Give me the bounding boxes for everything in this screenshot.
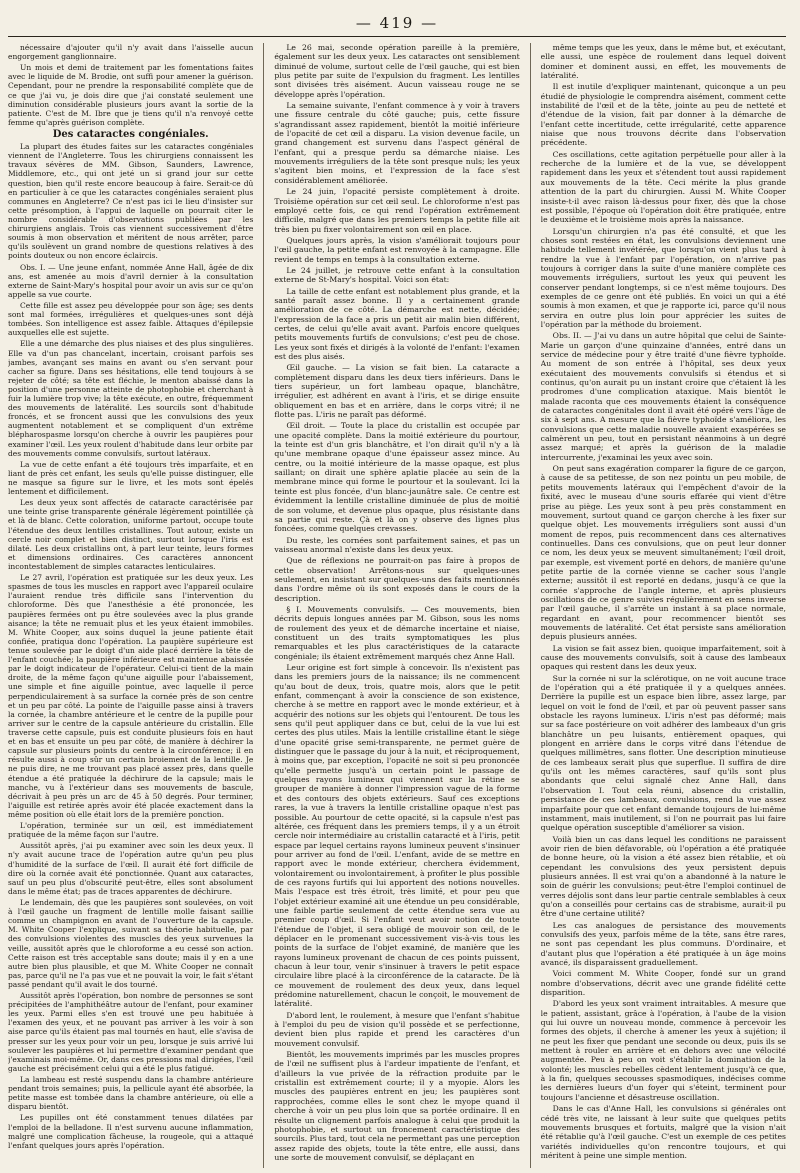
paragraph: Voilà bien un cas dans lequel les conditions ne paraissent avoir rien de bien défavorable, où l'opération a été pratiquée de bonne heure, où la vision a été assez bien rétablie, et où cependant les convulsions des yeux persistent depuis plusieurs années. Il est vrai qu'on a abandonné à la nature le soin de guérir les convulsions; peut-être l'emploi continuel de verres déjolis sont dans leur partie centrale semblables à ceux qu'on a conseillés pour certains cas de strabisme, aurait-il pu être d'une certaine utilité?: [540, 834, 786, 919]
paragraph: Bientôt, les mouvements imprimés par les muscles propres de l'œil ne suffisent plus à l'ardeur impatiente de l'enfant, et d'ailleurs la vue privée de la réfraction produite par le cristallin est extrêmement courte; il y a myopie. Alors les muscles des paupières entrent en jeu; les paupières sont rapprochées, comme elles le sont chez le myope quand il cherche à voir un peu plus loin que sa portée ordinaire. Il en résulte un clignement parfois analogue à celui que produit la photophobie, et surtout un froncement caractéristique des sourcils. Plus tard, tout cela ne permettant pas une perception assez rapide des objets, toute la tête entre, elle aussi, dans une sorte de mouvement convulsif, se déplaçant en: [274, 1050, 520, 1162]
paragraph: Aussitôt après l'opération, bon nombre de personnes se sont précipitées de l'amphithéâtre autour de l'enfant, pour examiner les yeux. Parmi elles s'en est trouvé une peu habituée à l'examen des yeux, et ne pouvant pas arriver à les voir à son aise parce qu'ils étaient pas mal tournés en haut, elle s'avisa de presser sur les yeux pour voir un peu, lorsque je suis arrivé lui soulever les paupières et lui permettre d'examiner pendant que j'examinais moi-même. Or, dans ces pressions mal dirigées, l'œil gauche est précisément celui qui a été le plus fatigué.: [8, 991, 254, 1073]
paragraph: Elle a une démarche des plus niaises et des plus singulières. Elle va d'un pas chancelant, incertain, croisant parfois ses jambes, avançant ses mains en avant ou s'en servant pour cacher sa figure. Dans ses hésitations, elle tend toujours à se rejeter de côté; sa tête est fléchie, le menton abaissé dans la position d'une personne atteinte de photophobie et cherchant à fuir la lumière trop vive; la tête exécute, en outre, fréquemment des mouvements de latéralité. Les sourcils sont d'habitude froncés, et se froncent aussi que les convulsions des yeux augmentent notablement et se compliquent d'un extrême blépharospasme lorsqu'on cherche à ouvrir les paupières pour examiner l'œil. Les yeux roulent d'habitude dans leur orbite par des mouvements comme convulsifs, surtout latéraux.: [8, 339, 254, 458]
column-middle: [274, 43, 519, 1168]
paragraph: L'opération, terminée sur un œil, est immédiatement pratiquée de la même façon sur l'autre.: [8, 821, 254, 840]
paragraph: Les deux yeux sont affectés de cataracte caractérisée par une teinte grise transparente générale légèrement pointillée çà et là de blanc. Cette coloration, uniforme partout, occupe toute l'étendue des deux lentilles cristallines. Tout autour, existe un cercle noir complet et bien distinct, surtout lorsque l'iris est dilaté. Les deux cristallins ont, à part leur teinte, leurs formes et dimensions ordinaires. Ces caractères annoncent incontestablement de simples cataractes lenticulaires.: [8, 498, 254, 572]
paragraph: Voici comment M. White Cooper, fondé sur un grand nombre d'observations, décrit avec une grande fidélité cette disparition.: [540, 969, 786, 998]
paragraph: § I. Mouvements convulsifs. — Ces mouvements, bien décrits depuis longues années par M. Gibson, sous les noms de roulement des yeux et de démarche incertaine et niaise, constituent un des traits symptomatiques les plus remarquables et les plus caractéristiques de la cataracte congéniale; ils étaient extrêmement marqués chez Anne Hall.: [274, 604, 520, 661]
paragraph: Aussitôt après, j'ai pu examiner avec soin les deux yeux. Il n'y avait aucune trace de l'opération autre qu'un peu plus d'humidité de la surface de l'œil. Il aurait été fort difficile de dire où la cornée avait été ponctionnée. Quant aux cataractes, sauf un peu plus d'obscurité peut-être, elles sont absolument dans le même état; pas de traces apparentes de déchirure.: [8, 841, 254, 896]
paragraph: La semaine suivante, l'enfant commence à y voir à travers une fissure centrale du côté gauche; puis, cette fissure s'agrandissant assez rapidement, bientôt la moitié inférieure de l'opacité de cet œil a disparu. La vision devenue facile, un grand changement est survenu dans l'aspect général de l'enfant, qui a presque perdu sa démarche niaise. Les mouvements irréguliers de la tête sont presque nuls; les yeux s'agitent bien moins, et l'expression de la face s'est considérablement améliorée.: [274, 101, 520, 185]
paragraph: Le 26 mai, seconde opération pareille à la première, également sur les deux yeux. Les cataractes ont sensiblement diminué de volume, surtout celle de l'œil gauche, qui est bien plus petite par suite de l'expulsion du fragment. Les lentilles sont divisées très aisément. Aucun vaisseau rouge ne se développe après l'opération.: [274, 43, 520, 99]
paragraph: La vue de cette enfant a été toujours très imparfaite, et en liant de près cet enfant, les seuls qu'elle puisse distinguer, elle ne masque sa figure sur le livre, et les mots sont épelés lentement et difficilement.: [8, 459, 254, 497]
paragraph: Œil gauche. — La vision se fait bien. La cataracte a complètement disparu dans les deux tiers inférieurs. Dans le tiers supérieur, un fort lambeau opaque, blanchâtre, irrégulier, est adhérent en avant à l'iris, et se dirige ensuite obliquement en bas et en arrière, dans le corps vitré; il ne flotte pas. L'iris ne paraît pas déformé.: [274, 363, 520, 420]
column-divider: [530, 43, 531, 1168]
paragraph: Œil droit. — Toute la place du cristallin est occupée par une opacité complète. Dans la moitié extérieure du pourtour, la teinte est d'un gris blanchâtre, et l'on dirait qu'il n'y a là qu'une membrane opaque d'une épaisseur assez mince. Au centre, ou la moitié intérieure de la masse opaque, est plus saillant; on dirait une sphère aplatie placée au sein de la membrane mince qui forme le pourtour et la soulevant. Ici la teinte est plus foncée, d'un blanc-jaunâtre sale. Ce centre est évidemment la lentille cristalline diminuée de plus de moitié de son volume, et devenue plus opaque, plus résistante dans sa partie qui reste. Çà et là on y observe des lignes plus foncées, comme quelques crevasses.: [274, 421, 520, 534]
column-right: [541, 43, 786, 1168]
page-number: — 419 —: [355, 14, 439, 32]
page-header: [8, 8, 786, 37]
paragraph: Obs. II. — J'ai vu dans un autre hôpital que celui de Sainte-Marie un garçon d'une quinzaine d'années, entré dans un service de médecine pour y être traité d'une fièvre typhoïde. Au moment de son entrée à l'hôpital, ses deux yeux exécutaient des mouvements convulsifs si étendus et si continus, qu'on aurait pu un instant croire que c'étaient là les prodromes d'une complication ataxique. Mais bientôt le malade raconta que ces mouvements étaient la conséquence de cataractes congénitales dont il avait été opéré vers l'âge de six à sept ans. A mesure que la fièvre typhoïde s'améliora, les convulsions que cette maladie nouvelle avaient exaspérées se calmèrent un peu, tout en persistant néanmoins à un degré assez marqué; et après la guérison de la maladie intercurrente, j'examinai les yeux avec soin.: [540, 331, 786, 462]
paragraph: Obs. I. — Une jeune enfant, nommée Anne Hall, âgée de dix ans, est amenée au mois d'avril dernier à la consultation externe de Saint-Mary's hospital pour avoir un avis sur ce qu'on appelle sa vue courte.: [8, 262, 254, 299]
column-left: [8, 43, 253, 1168]
column-divider: [263, 43, 264, 1168]
paragraph: Les pupilles ont été constamment tenues dilatées par l'emploi de la belladone. Il n'est survenu aucune inflammation, malgré une complication fâcheuse, la rougeole, qui a attaqué l'enfant quelques jours après l'opération.: [8, 1113, 254, 1150]
paragraph: Du reste, les cornées sont parfaitement saines, et pas un vaisseau anormal n'existe dans les deux yeux.: [274, 535, 520, 554]
paragraph: Dans le cas d'Anne Hall, les convulsions si générales ont cédé très vite, ne laissant à leur suite que quelques petits mouvements brusques et fortuits, malgré que la vision n'ait été rétablie qu'à l'œil gauche. C'est un exemple de ces petites variétés individuelles qu'on rencontre toujours, et qui méritent à peine une simple mention.: [540, 1104, 786, 1160]
paragraph: Cette fille est assez peu développée pour son âge; ses dents sont mal formées, irrégulières et quelques-unes sont déjà tombées. Son intelligence est assez faible. Attaques d'épilepsie auxquelles elle est sujette.: [8, 300, 254, 338]
paragraph: Un mois et demi de traitement par les fomentations faites avec le liquide de M. Brodie, ont suffi pour amener la guérison. Cependant, pour ne prendre la responsabilité complète que de ce que j'ai vu, je dois dire que j'ai constaté seulement une diminution considérable plusieurs jours avant la sortie de la patiente. C'est de M. Ibre que je tiens qu'il n'a renvoyé cette femme qu'après guérison complète.: [8, 63, 254, 127]
paragraph: D'abord les yeux sont vraiment intraitables. A mesure que le patient, assistant, grâce à l'opération, à l'aube de la vision qui lui ouvre un nouveau monde, commence à percevoir les formes des objets, il cherche à amener les yeux à sujétion; il ne peut les fixer que pendant une seconde ou deux, puis ils se mettent à rouler en arrière et en dehors avec une vélocité augmentée. Peu à peu on voit s'établir la domination de la volonté; les muscles rebelles cèdent lentement jusqu'à ce que, à la fin, quelques secousses spasmodiques, indécises comme les dernières lueurs d'un foyer qui s'éteint, terminent pour toujours l'ancienne et désastreuse oscillation.: [540, 999, 786, 1102]
text-columns: [8, 43, 786, 1168]
paragraph: Il est inutile d'expliquer maintenant, quiconque a un peu étudié de physiologie le comprendra aisément, comment cette instabilité de l'œil et de la tête, jointe au peu de netteté et d'étendue de la vision, fait par donner à la démarche de l'enfant cette incertitude, cette irrégularité, cette apparence niaise que nous trouvons décrite dans l'observation précédente.: [540, 82, 786, 148]
paragraph: Lorsqu'un chirurgien n'a pas été consulté, et que les choses sont restées en état, les convulsions deviennent une habitude tellement invétérée, que lorsqu'on vient plus tard à rendre la vue à l'enfant par l'opération, on n'arrive pas toujours à corriger dans la suite d'une manière complète ces mouvements irréguliers, surtout les yeux qui peuvent les conserver pendant longtemps, si ce n'est même toujours. Des exemples de ce genre ont été publiés. En voici un qui a été soumis à mon examen, et que je rapporte ici, parce qu'il nous servira en outre plus loin pour apprécier les suites de l'opération par la méthode du broiement.: [540, 226, 786, 329]
paragraph: Le 24 juin, l'opacité persiste complètement à droite. Troisième opération sur cet œil seul. Le chloroforme n'est pas employé cette fois, ce qui rend l'opération extrêmement difficile, malgré que dans les premiers temps la petite fille ait très bien pu fixer volontairement son œil en place.: [274, 187, 520, 234]
paragraph: même temps que les yeux, dans le même but, et exécutant, elle aussi, une espèce de roulement dans lequel doivent dominer et dominent aussi, en effet, les mouvements de latéralité.: [540, 43, 786, 81]
paragraph: La vision se fait assez bien, quoique imparfaitement, soit à cause des mouvements convulsifs, soit à cause des lambeaux opaques qui restent dans les deux yeux.: [540, 643, 786, 672]
paragraph: Le 24 juillet, je retrouve cette enfant à la consultation externe de St-Mary's hospital. Voici son état:: [274, 265, 520, 285]
paragraph: nécessaire d'ajouter qu'il n'y avait dans l'aisselle aucun engorgement ganglionnaire.: [8, 43, 254, 62]
paragraph: Leur origine est fort simple à concevoir. Ils n'existent pas dans les premiers jours de la naissance; ils ne commencent qu'au bout de deux, trois, quatre mois, alors que le petit enfant, commençant à avoir la conscience de son existence, cherche à se mettre en rapport avec le monde extérieur, et à acquérir des notions sur les objets qui l'entourent. De tous les sens qu'il peut appliquer dans ce but, celui de la vue lui est certes des plus utiles. Mais la lentille cristalline étant le siège d'une opacité grise semi-transparente, ne permet guère de distinguer que le passage du jour à la nuit, et réciproquement, à moins que, par exception, l'opacité ne soit si peu prononcée qu'elle permette jusqu'à un certain point le passage de quelques rayons lumineux qui viennent sur la rétine se grouper de manière à donner l'impression vague de la forme et des contours des objets extérieurs. Sauf ces exceptions rares, la vue à travers la lentille cristalline opaque n'est pas possible. Au pourtour de cette opacité, si la capsule n'est pas altérée, ces fréquent dans les premiers temps, il y a un étroit cercle noir intermédiaire au cristallin cataracté et à l'iris, petit espace par lequel certains rayons lumineux peuvent s'insinuer pour arriver au fond de l'œil. L'enfant, avide de se mettre en rapport avec le monde extérieur, cherchera évidemment, volontairement ou involontairement, à profiter le plus possible de ces rayons furtifs qui lui apportent des notions nouvelles. Mais l'espace est très étroit, très limité, et pour peu que l'objet extérieur examiné ait une étendue un peu considérable, une faible partie seulement de cette étendue sera vue au premier coup d'œil. Si l'enfant veut avoir notion de toute l'étendue de l'objet, il sera obligé de mouvoir son œil, de le déplacer en le promenant successivement vis-à-vis tous les points de la surface de l'objet examiné, de manière que les rayons lumineux provenant de chacun de ces points puissent, chacun à leur tour, venir s'insinuer à travers le petit espace circulaire libre placé à la circonférence de la cataracte. De là ce mouvement de roulement des deux yeux, dans lequel prédomine naturellement, chacun le conçoit, le mouvement de latéralité.: [274, 663, 520, 1009]
paragraph: La taille de cette enfant est notablement plus grande, et la santé paraît assez bonne. Il y a certainement grande amélioration de ce côté. La démarche est nette, décidée; l'expression de la face a pris un petit air malin bien différent, certes, de celui qu'elle avait avant. Parfois encore quelques petits mouvements furtifs de convulsions; c'est peu de chose. Les yeux sont fixés et dirigés à la volonté de l'enfant: l'examen est des plus aisés.: [274, 286, 520, 361]
paragraph: D'abord lent, le roulement, à mesure que l'enfant s'habitue à l'emploi du peu de vision qu'il possède et se perfectionne, devient bien plus rapide et prend les caractères d'un mouvement convulsif.: [274, 1010, 520, 1048]
section-heading: Des cataractes congéniales.: [52, 128, 209, 140]
paragraph: Les cas analogues de persistance des mouvements convulsifs des yeux, parfois même de la tête, sans être rares, ne sont pas cependant les plus communs. D'ordinaire, et d'autant plus que l'opération a été pratiquée à un âge moins avancé, ils disparaissent graduellement.: [540, 920, 786, 967]
paragraph: Le 27 avril, l'opération est pratiquée sur les deux yeux. Les spasmes de tous les muscles en rapport avec l'appareil oculaire l'auraient rendue très difficile sans l'intervention du chloroforme. Dès que l'anesthésie a été prononcée, les paupières fermées ont pu être soulevées avec la plus grande aisance; la tête ne remuait plus et les yeux étaient immobiles. M. White Cooper, aux soins duquel la jeune patiente était confiée, pratiqua donc l'opération. La paupière supérieure est tenue soulevée par le doigt d'un aide placé derrière la tête de l'enfant couchée; la paupière inférieure est maintenue abaissée par le doigt indicateur de l'opérateur. Celui-ci tient de la main droite, de la même façon qu'une aiguille pour l'abaissement, une simple et fine aiguille pointue, avec laquelle il perce perpendiculairement à sa surface la cornée près de son centre et un peu par côté. La pointe de l'aiguille passe ainsi à travers la cornée, la chambre antérieure et le centre de la pupille pour arriver sur le centre de la capsule antérieure du cristallin. Elle traverse cette capsule, puis est conduite plusieurs fois en haut et en bas et ensuite un peu par côté, de manière à déchirer la capsule sur plusieurs points du centre à la circonférence; il en résulte aussi à coup sûr un certain broiement de la lentille. Je ne puis dire, ne me trouvant pas placé assez près, dans quelle étendue a été pratiquée la déchirure de la capsule; mais le manche, vu à l'extérieur dans ses mouvements de bascule, décrivait à peu près un arc de 45 à 50 degrés. Pour terminer, l'aiguille est retirée après avoir été placée exactement dans la même position où elle était lors de la première ponction.: [8, 573, 254, 819]
paragraph: On peut sans exagération comparer la figure de ce garçon, à cause de sa petitesse, de son nez pointu un peu mobile, de petits mouvements latéraux qui l'empêchent d'avoir de la fixité, avec le museau d'une souris effarée qui vient d'être prise au piège. Les yeux sont à peu près constamment en mouvement, surtout quand ce garçon cherche à les fixer sur quelque objet. Les mouvements irréguliers sont aussi d'un moment de repos, puis recommencent dans ces alternatives continuelles. Dans ces convulsions, que on peut leur donner ce nom, les deux yeux se meuvent simultanément; l'œil droit, par exemple, est vivement porté en dehors, de manière qu'une petite partie de la cornée vienne se cacher sous l'angle externe; aussitôt il est reporté en dedans, jusqu'à ce que la cornée s'approche de l'angle interne, et après plusieurs oscillations de ce genre suivies régulièrement en sens inverse par l'œil gauche, il s'arrête un instant à sa place normale, regardant en avant, pour recommencer bientôt ses mouvements de latéralité. Cet état persiste sans amélioration depuis plusieurs années.: [540, 464, 786, 642]
paragraph: La plupart des études faites sur les cataractes congéniales viennent de l'Angleterre. Tous les chirurgiens connaissent les travaux sévères de MM. Gibson, Saunders, Lawrence, Middlemore, etc., qui ont jeté un si grand jour sur cette question, bien qu'il reste encore beaucoup à faire. Serait-ce dû en particulier à ce que les cataractes congéniales seraient plus communes en Angleterre? Ce n'est pas ici le lieu d'insister sur cette présomption, à l'appui de laquelle on pourrait citer le nombre considérable d'observations publiées par les chirurgiens anglais. Trois cas viennent successivement d'être soumis à mon observation et méritent de nous arrêter, parce qu'ils soulèvent un grand nombre de questions relatives à des points douteux ou non encore éclaircis.: [8, 142, 254, 261]
paragraph: Ces oscillations, cette agitation perpétuelle pour aller à la recherche de la lumière et de la vue, se développent rapidement dans les yeux et s'étendent tout aussi rapidement aux mouvements de la tête. Ceci mérite la plus grande attention de la part du chirurgien. Aussi M. White Cooper insiste-t-il avec raison là-dessus pour fixer, dès que la chose est possible, l'époque où l'opération doit être pratiquée, entre le deuxième et le troisième mois après la naissance.: [540, 149, 786, 225]
paragraph: Quelques jours après, la vision s'améliorait toujours pour l'œil gauche, la petite enfant est renvoyée à la campagne. Elle revient de temps en temps à la consultation externe.: [274, 235, 520, 264]
paragraph: Que de réflexions ne pourrait-on pas faire à propos de cette observation! Arrêtons-nous sur quelques-unes seulement, en insistant sur quelques-uns des faits mentionnés dans l'ordre même où ils sont exposés dans le cours de la description.: [274, 556, 520, 603]
paragraph: Le lendemain, dès que les paupières sont soulevées, on voit à l'œil gauche un fragment de lentille molle faisant saillie comme un champignon en avant de l'ouverture de la capsule. M. White Cooper l'explique, suivant sa théorie habituelle, par des convulsions violentes des muscles des yeux survenues la veille, aussitôt après que le chloroforme a eu cessé son action. Cette raison est très acceptable sans doute; mais il y en a une autre bien plus plausible, et que M. White Cooper ne connaît pas, parce qu'il ne l'a pas vue et ne pouvait la voir, le fait s'étant passé pendant qu'il avait le dos tourné.: [8, 897, 254, 989]
paragraph: La lambeau est resté suspendu dans la chambre antérieure pendant trois semaines; puis, la pellicule ayant été absorbée, la petite masse est tombée dans la chambre antérieure, où elle a disparu bientôt.: [8, 1075, 254, 1112]
paragraph: Sur la cornée ni sur la sclérotique, on ne voit aucune trace de l'opération qui a été pratiquée il y a quelques années. Derrière la pupille est un espace bien libre, assez large, par lequel on voit le fond de l'œil, et par où peuvent passer sans obstacle les rayons lumineux. L'iris n'est pas déformé; mais sur sa face postérieure on voit adhérer des lambeaux d'un gris blanchâtre un peu luisants, entièrement opaques, qui plongent en arrière dans le corps vitré dans l'étendue de quelques millimètres, sans flotter. Une description minutieuse de ces lambeaux serait plus que superflue. Il suffira de dire qu'ils ont les mêmes caractères, sauf qu'ils sont plus abondants que celui signalé chez Anne Hall, dans l'observation I. Tout cela réuni, absence du cristallin, persistance de ces lambeaux, convulsions, rend la vue assez imparfaite pour que cet enfant demande toujours de lui-même instamment, mais inutilement, si l'on ne pourrait pas lui faire quelque opération susceptible d'améliorer sa vision.: [540, 673, 786, 833]
